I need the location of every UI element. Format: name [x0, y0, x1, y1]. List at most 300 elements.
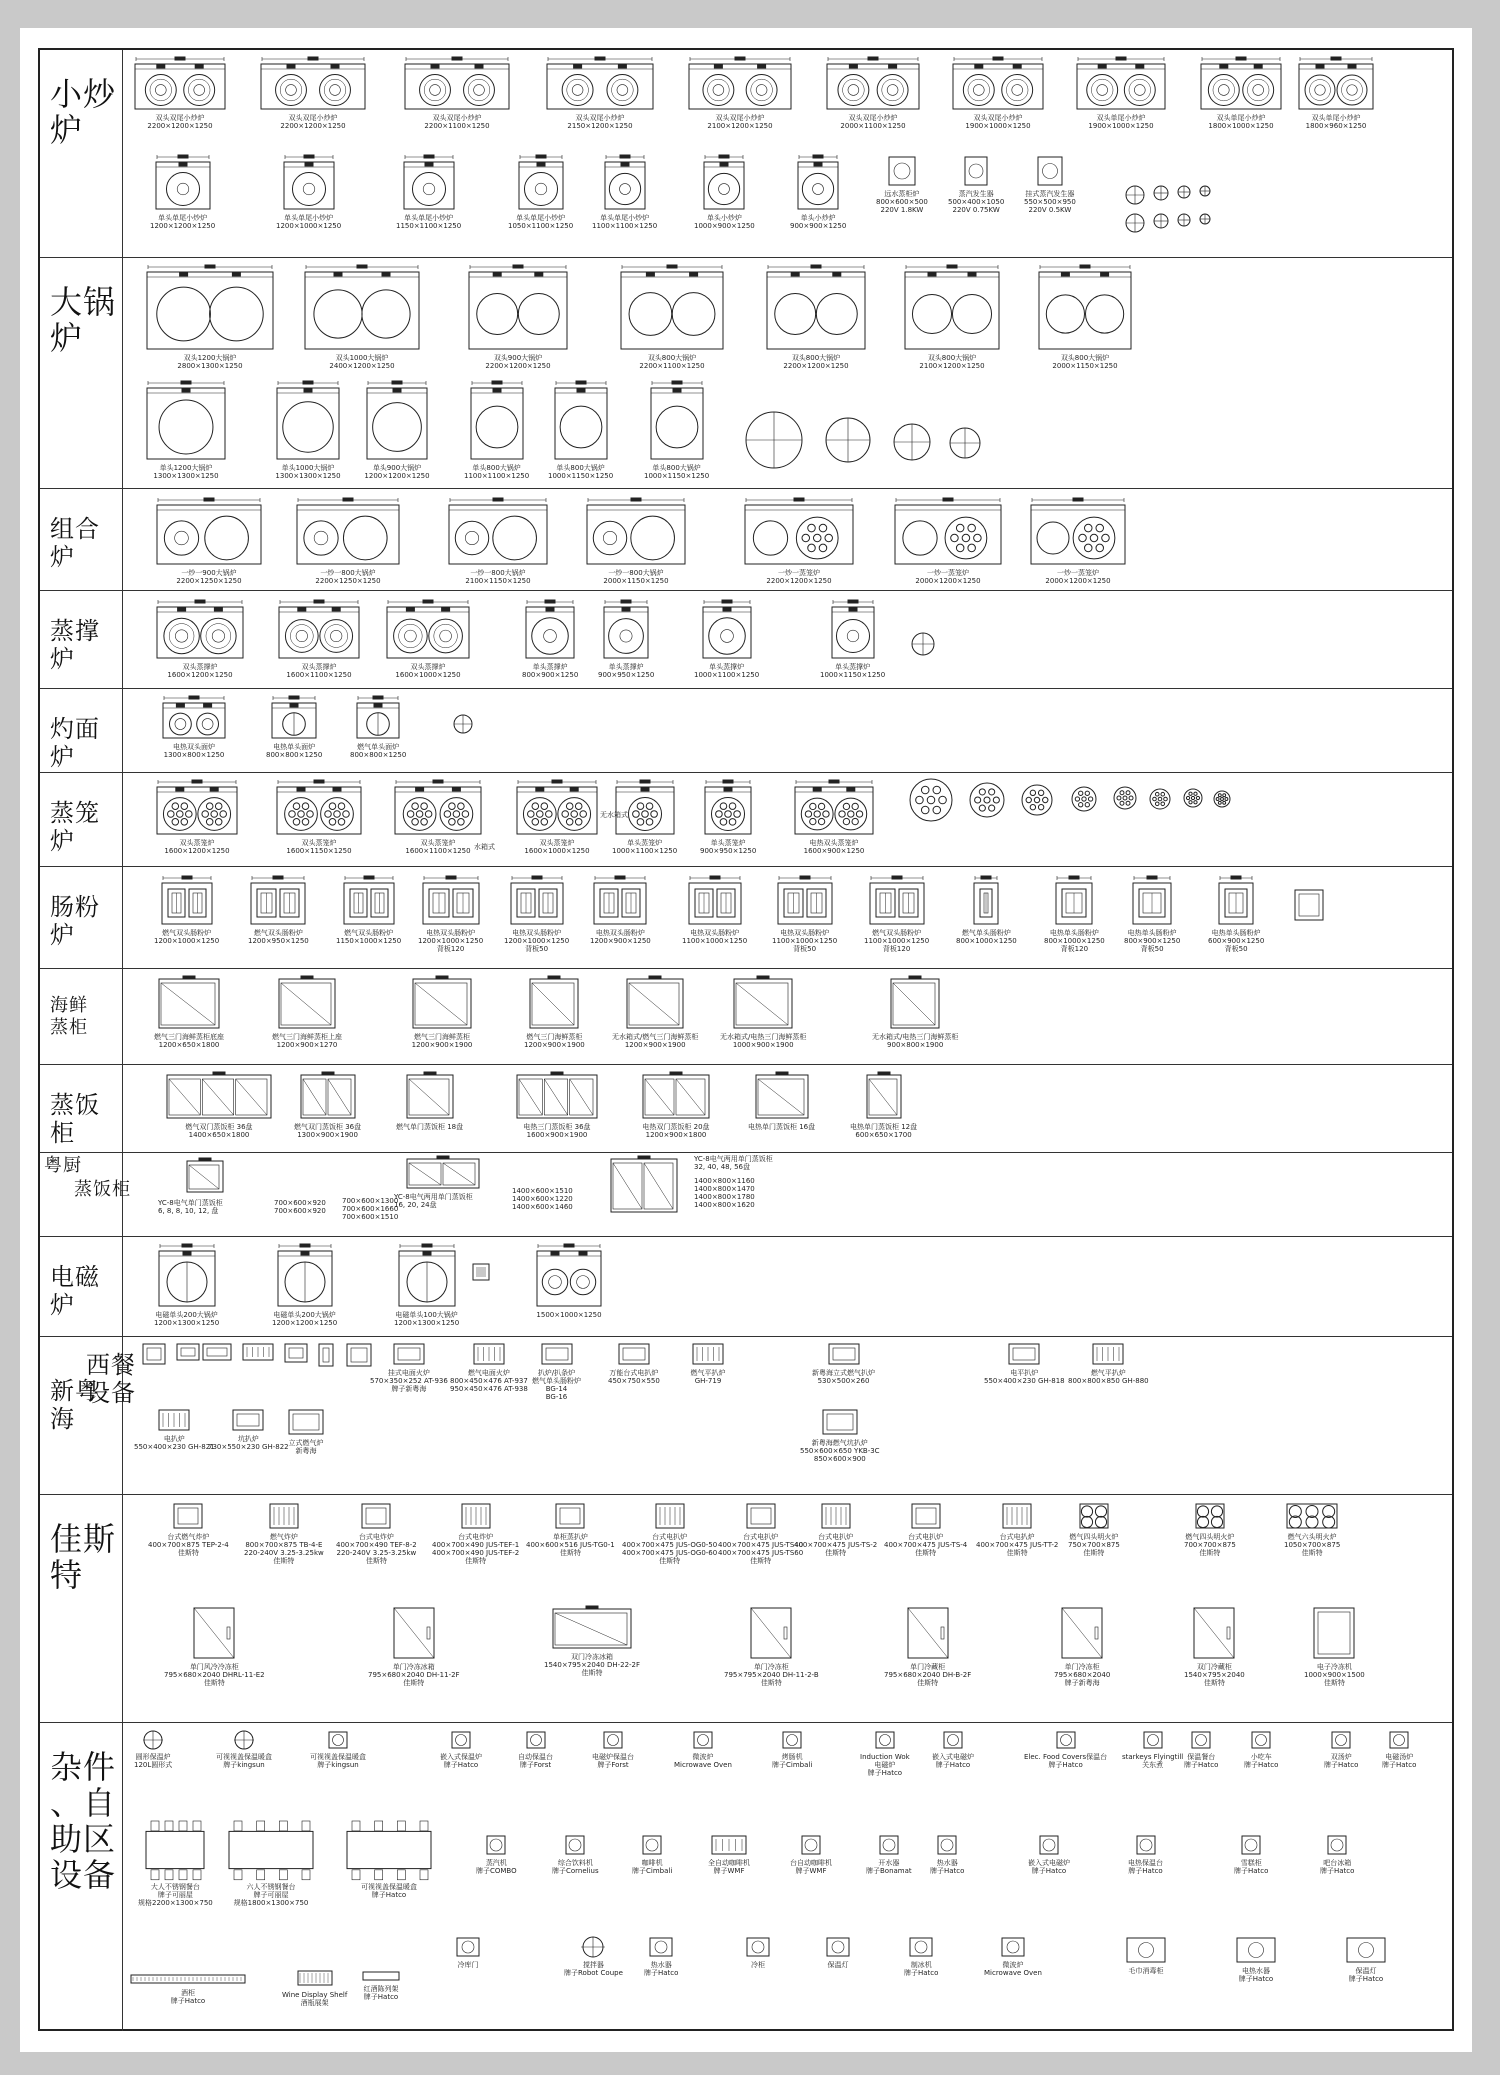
western-equipment-symbol — [391, 1341, 427, 1367]
jiaste-equipment-caption: 燃气四头明火炉 750×700×875 佳斯特 — [1068, 1533, 1120, 1557]
combo-stove — [1028, 497, 1128, 585]
jiaste-refrigeration-symbol — [905, 1605, 951, 1661]
combo-stove-caption: 一炒一蒸笼炉 2000×1200×1250 — [915, 569, 981, 585]
section-items — [124, 1237, 1452, 1336]
big-wok-stove-single — [548, 380, 613, 480]
misc-equipment-caption: 电磁炉保温台 牌子Forst — [592, 1753, 634, 1769]
jiaste-refrigeration-symbol — [1059, 1605, 1105, 1661]
section-label: 蒸撑 炉 — [50, 617, 100, 673]
misc-equipment — [1184, 1729, 1218, 1769]
steamer-stove-caption: 双头蒸笼炉 1600×1200×1250 — [164, 839, 230, 855]
buffet-table — [226, 1819, 316, 1907]
big-wok-stove-double-caption: 双头900大锅炉 2200×1200×1250 — [485, 354, 551, 370]
steam-stove-symbol — [523, 599, 577, 661]
wine-display-shelf-caption: 酒柜 牌子Hatco — [170, 1989, 206, 2005]
stir-fry-stove-double-symbol — [1296, 56, 1376, 112]
stir-fry-stove-single — [694, 154, 755, 230]
rice-steam-cabinet-caption: 燃气单门蒸饭柜 18盘 — [396, 1123, 464, 1131]
steam-stove-caption: 单头蒸撑炉 800×900×1250 — [522, 663, 579, 679]
jiaste-equipment — [884, 1501, 967, 1557]
stir-fry-stove-single-symbol — [516, 154, 566, 212]
burner-ring-icon — [1152, 212, 1170, 230]
steam-stove — [820, 599, 885, 679]
misc-appliance-caption: 热水器 牌子Hatco — [644, 1961, 679, 1977]
section-items — [124, 969, 1452, 1064]
rice-steam-cabinet — [396, 1071, 463, 1131]
big-wok-stove-single-symbol — [144, 380, 228, 462]
seafood-steam-cabinet-caption: 无水箱式/电热三门海鲜蒸柜 900×800×1900 — [872, 1033, 959, 1049]
combo-stove-caption: 一炒一900大锅炉 2200×1250×1250 — [176, 569, 242, 585]
steam-stove-caption: 双头蒸撑炉 1600×1100×1250 — [286, 663, 352, 679]
combo-stove — [584, 497, 688, 585]
jiaste-equipment-caption: 台式电扒炉 400×700×475 JUS-TS-2 佳斯特 — [794, 1533, 878, 1557]
jiaste-refrigeration-symbol — [191, 1605, 237, 1661]
steamer-basket-icon-symbol — [1020, 783, 1054, 817]
steamer-basket-icon-symbol — [1182, 787, 1204, 809]
misc-appliance-symbol — [999, 1935, 1027, 1959]
section-label-cell — [40, 489, 123, 590]
stir-fry-stove-double-symbol — [258, 56, 368, 112]
noodle-stove — [266, 695, 322, 759]
rice-roll-stove — [864, 875, 929, 953]
noodle-stove — [160, 695, 228, 759]
misc-equipment-caption: 电磁汤炉 牌子Hatco — [1382, 1753, 1417, 1769]
western-equipment — [450, 1341, 528, 1393]
jiaste-refrigeration-caption: 单门冷冻柜 795×680×2040 牌子新粤海 — [1054, 1663, 1111, 1687]
rice-roll-small-icon-symbol — [1292, 887, 1326, 923]
stir-fry-stove-double-symbol — [1074, 56, 1168, 112]
western-equipment — [286, 1407, 326, 1455]
steam-ring-icon-symbol — [910, 631, 936, 657]
western-equipment — [812, 1341, 875, 1385]
section-label: 蒸饭 柜 — [50, 1091, 100, 1147]
western-equipment — [134, 1407, 215, 1451]
jiaste-equipment-symbol — [1000, 1501, 1034, 1531]
stir-fry-stove-single-symbol — [886, 154, 918, 188]
section-label: 海鲜 蒸柜 — [50, 995, 88, 1038]
wine-display-shelf — [128, 1971, 248, 2005]
rice-roll-stove-caption: 电热双头肠粉炉 1200×1000×1250 背板50 — [504, 929, 570, 953]
wine-rack — [282, 1967, 347, 2007]
big-wok-stove-single-caption: 单头800大锅炉 1000×1150×1250 — [644, 464, 710, 480]
western-equipment-icon — [140, 1341, 168, 1367]
buffet-table-caption: 六人不锈钢餐台 牌子可丽屋 规格1800×1300×750 — [233, 1883, 309, 1907]
section-items — [124, 1723, 1452, 2031]
jiaste-equipment — [1284, 1501, 1340, 1557]
seafood-steam-cabinet-symbol — [276, 975, 338, 1031]
rice-roll-stove-caption: 电热双头肠粉炉 1100×1000×1250 背板50 — [772, 929, 838, 953]
self-service-equipment-caption: 蒸汽机 牌子COMBO — [476, 1859, 517, 1875]
self-service-equipment-caption: 雪糕柜 牌子Hatco — [1234, 1859, 1269, 1875]
steam-stove — [276, 599, 362, 679]
cantonese-steam-cabinet-large-symbol — [608, 1155, 680, 1215]
rice-roll-stove-symbol — [159, 875, 215, 927]
western-equipment-caption: 新粤海立式燃气扒炉 530×500×260 — [812, 1369, 875, 1385]
section-label-cell — [40, 1237, 123, 1336]
wine-rack-symbol — [295, 1967, 335, 1989]
steamer-stove — [154, 779, 240, 855]
stir-fry-stove-single-symbol — [962, 154, 990, 188]
rice-roll-stove — [1124, 875, 1180, 953]
big-wok-stove-double-symbol — [144, 264, 276, 352]
section-label: 灼面 炉 — [50, 715, 100, 771]
western-equipment-icon-symbol — [240, 1341, 276, 1363]
big-wok-stove-single — [464, 380, 529, 480]
induction-stove-caption: 1500×1000×1250 — [536, 1311, 602, 1319]
rice-roll-stove-caption: 燃气双头肠粉炉 1150×1000×1250 — [336, 929, 402, 945]
misc-equipment — [1244, 1729, 1278, 1769]
western-equipment-caption: 电平扒炉 550×400×230 GH-818 — [984, 1369, 1065, 1385]
steamer-stove-symbol — [702, 779, 754, 837]
rice-steam-cabinet-caption: 电热双门蒸饭柜 20盘 1200×900×1800 — [642, 1123, 710, 1139]
jiaste-equipment-caption: 台式电扒炉 400×700×475 JUS-TT-2 佳斯特 — [976, 1533, 1059, 1557]
stir-fry-stove-double-caption: 双头单尾小炒炉 1900×1000×1250 — [1088, 114, 1154, 130]
rice-steam-cabinet-caption: 电热三门蒸饭柜 36盘 1600×900×1900 — [523, 1123, 591, 1139]
cabinet-spec: 700×600×920 700×600×920 — [274, 1199, 326, 1215]
jiaste-refrigeration — [884, 1605, 971, 1687]
misc-appliance — [824, 1935, 852, 1969]
western-equipment-caption: 坑扒炉 730×550×230 GH-822 — [208, 1435, 289, 1451]
buffet-table-symbol — [344, 1819, 434, 1881]
steam-stove — [598, 599, 654, 679]
steamer-basket-icon — [908, 777, 954, 823]
rice-roll-stove-caption: 电热双头肠粉炉 1100×1000×1250 — [682, 929, 748, 945]
noodle-stove-caption: 电热单头面炉 800×800×1250 — [266, 743, 323, 759]
induction-stove-caption: 电磁单头100大锅炉 1200×1300×1250 — [394, 1311, 460, 1327]
self-service-equipment-symbol — [799, 1833, 823, 1857]
misc-equipment-caption: 烤肠机 牌子Cimbali — [772, 1753, 813, 1769]
misc-appliance-symbol — [744, 1935, 772, 1959]
jiaste-refrigeration — [544, 1605, 640, 1677]
stir-fry-stove-double — [1198, 56, 1284, 130]
seafood-steam-cabinet-symbol — [410, 975, 474, 1031]
burner-ring-icon — [1124, 184, 1146, 206]
rice-roll-stove-caption: 电热单头肠粉炉 600×900×1250 背板50 — [1208, 929, 1265, 953]
steamer-basket-icon-symbol — [1112, 785, 1138, 811]
cantonese-steam-cabinet-large — [608, 1155, 680, 1215]
steam-stove-symbol — [154, 599, 246, 661]
misc-equipment-caption: 可视视盖保温暖盒 牌子kingsun — [216, 1753, 272, 1769]
western-equipment-icon-symbol — [174, 1341, 202, 1363]
cabinet-spec: YC-8电气两用单门蒸饭柜 32, 40, 48, 56盘 — [694, 1155, 773, 1171]
combo-stove — [154, 497, 264, 585]
misc-equipment-symbol — [449, 1729, 473, 1751]
western-equipment — [1068, 1341, 1149, 1385]
seafood-steam-cabinet — [720, 975, 806, 1049]
section-label: 佳斯 特 — [50, 1520, 117, 1594]
jiaste-equipment-caption: 台式电炸炉 400×700×490 JUS-TEF-1 400×700×490 JUS-TEF-2 佳斯特 — [432, 1533, 520, 1565]
seafood-steam-cabinet — [612, 975, 698, 1049]
steam-stove-caption: 单头蒸撑炉 1000×1150×1250 — [820, 663, 886, 679]
jiaste-equipment — [1184, 1501, 1236, 1557]
big-wok-stove-single — [644, 380, 709, 480]
rice-roll-stove-symbol — [1053, 875, 1095, 927]
jiaste-equipment-symbol — [1193, 1501, 1227, 1531]
wok-circle-icon-symbol — [824, 416, 872, 464]
stir-fry-stove-double-caption: 双头单尾小炒炉 1800×960×1250 — [1305, 114, 1367, 130]
section-s11 — [40, 1236, 1452, 1336]
rice-steam-cabinet — [514, 1071, 600, 1139]
stir-fry-stove-single-caption: 单头单尾小炒炉 1150×1100×1250 — [396, 214, 462, 230]
seafood-steam-cabinet — [872, 975, 958, 1049]
jiaste-equipment — [336, 1501, 417, 1565]
combo-stove-symbol — [892, 497, 1004, 567]
misc-equipment-caption: 小吃车 牌子Hatco — [1244, 1753, 1279, 1769]
rice-roll-stove-symbol — [341, 875, 397, 927]
jiaste-equipment — [794, 1501, 877, 1557]
section-sublabel: 蒸饭柜 — [74, 1179, 131, 1200]
self-service-equipment-caption: 综合饮料机 牌子Cornelius — [552, 1859, 599, 1875]
noodle-stove-caption: 电热双头面炉 1300×800×1250 — [163, 743, 225, 759]
stir-fry-stove-single — [150, 154, 215, 230]
self-service-equipment-caption: 台自动咖啡机 牌子WMF — [790, 1859, 832, 1875]
steamer-basket-icon-symbol — [1148, 787, 1172, 811]
combo-stove-symbol — [294, 497, 402, 567]
stir-fry-stove-single — [508, 154, 573, 230]
combo-stove-symbol — [154, 497, 264, 567]
self-service-equipment-symbol — [877, 1833, 901, 1857]
burner-ring-icon-symbol — [1152, 184, 1170, 202]
rice-roll-stove-caption: 电热双头肠粉炉 1200×900×1250 — [590, 929, 651, 945]
stir-fry-stove-double — [402, 56, 512, 130]
section-label: 新粤 海 — [50, 1377, 100, 1433]
jiaste-equipment-symbol — [267, 1501, 301, 1531]
jiaste-refrigeration-caption: 双门冷藏柜 1540×795×2040 佳斯特 — [1184, 1663, 1245, 1687]
rice-roll-stove — [504, 875, 569, 953]
stir-fry-stove-single — [948, 154, 1004, 214]
section-s12 — [40, 1336, 1452, 1494]
steam-stove-symbol — [276, 599, 362, 661]
western-equipment-symbol — [690, 1341, 726, 1367]
noodle-ring-icon-symbol — [452, 713, 474, 735]
buffet-table-caption: 可视视盖保温暖盒 牌子Hatco — [361, 1883, 417, 1899]
stir-fry-stove-double — [824, 56, 922, 130]
misc-equipment-caption: 自动保温台 牌子Forst — [518, 1753, 553, 1769]
jiaste-equipment — [432, 1501, 519, 1565]
misc-appliance-symbol — [1124, 1935, 1168, 1965]
section-items — [124, 50, 1452, 257]
jiaste-equipment-caption: 台式电扒炉 400×700×475 JUS-TS-4 佳斯特 — [884, 1533, 968, 1557]
misc-equipment — [1324, 1729, 1358, 1769]
seafood-steam-cabinet-caption: 燃气三门海鲜蒸柜底座 1200×650×1800 — [154, 1033, 224, 1049]
jiaste-refrigeration — [1304, 1605, 1365, 1687]
misc-appliance-symbol — [1344, 1935, 1388, 1965]
jiaste-refrigeration-symbol — [1191, 1605, 1237, 1661]
burner-ring-icon-symbol — [1198, 184, 1212, 198]
big-wok-stove-single-symbol — [274, 380, 342, 462]
steamer-basket-icon-symbol — [968, 781, 1006, 819]
section-s9 — [40, 1064, 1452, 1152]
stir-fry-stove-single — [1024, 154, 1076, 214]
rice-steam-cabinet-caption: 燃气双门蒸饭柜 36盘 1400×650×1800 — [185, 1123, 253, 1139]
misc-equipment-symbol — [873, 1729, 897, 1751]
rice-steam-cabinet-symbol — [640, 1071, 712, 1121]
big-wok-stove-single-caption: 单头1200大锅炉 1300×1300×1250 — [153, 464, 219, 480]
western-equipment-icon-symbol — [316, 1341, 336, 1369]
misc-equipment-caption: 双汤炉 牌子Hatco — [1324, 1753, 1359, 1769]
misc-equipment — [772, 1729, 812, 1769]
seafood-steam-cabinet-symbol — [888, 975, 942, 1031]
rice-roll-stove-symbol — [591, 875, 649, 927]
section-s13 — [40, 1494, 1452, 1722]
steamer-stove-caption: 电热双头蒸笼炉 1600×900×1250 — [803, 839, 865, 855]
wok-circle-icon — [824, 416, 872, 464]
noodle-stove-symbol — [160, 695, 228, 741]
jiaste-equipment — [622, 1501, 717, 1565]
induction-stove-caption: 电磁单头200大锅炉 1200×1300×1250 — [154, 1311, 220, 1327]
section-sublabel: 西餐 设备 — [86, 1351, 136, 1407]
misc-appliance — [904, 1935, 938, 1977]
burner-ring-icon-symbol — [1124, 184, 1146, 206]
steam-stove — [384, 599, 472, 679]
steamer-basket-icon — [1148, 787, 1172, 811]
big-wok-stove-double-caption: 双头800大锅炉 2200×1100×1250 — [639, 354, 705, 370]
western-equipment — [370, 1341, 448, 1393]
burner-ring-icon-symbol — [1176, 184, 1192, 200]
self-service-equipment-symbol — [1134, 1833, 1158, 1857]
western-equipment-symbol — [156, 1407, 192, 1433]
misc-equipment-symbol — [601, 1729, 625, 1751]
jiaste-equipment-symbol — [359, 1501, 393, 1531]
seafood-steam-cabinet — [272, 975, 342, 1049]
stir-fry-stove-double-caption: 双头双尾小炒炉 2100×1200×1250 — [707, 114, 773, 130]
jiaste-refrigeration-caption: 单门冷藏柜 795×680×2040 DH-B-2F 佳斯特 — [884, 1663, 972, 1687]
section-label-cell — [40, 591, 123, 688]
rice-steam-cabinet — [294, 1071, 361, 1139]
induction-legend-icon-symbol — [470, 1261, 492, 1283]
steamer-stove — [514, 779, 600, 855]
stir-fry-stove-double-caption: 双头双尾小炒炉 2200×1200×1250 — [147, 114, 213, 130]
big-wok-stove-double-caption: 双头1000大锅炉 2400×1200×1250 — [329, 354, 395, 370]
steamer-stove-symbol — [392, 779, 484, 837]
wok-circle-icon — [948, 426, 982, 460]
jiaste-equipment-caption: 台式燃气炸炉 400×700×875 TEP-2-4 佳斯特 — [148, 1533, 229, 1557]
western-equipment-caption: 扒炉/扒条炉 燃气单头肠粉炉 BG-14 BG-16 — [532, 1369, 581, 1401]
section-label-cell — [40, 867, 123, 968]
jiaste-equipment-symbol — [171, 1501, 205, 1531]
stir-fry-stove-double-symbol — [544, 56, 656, 112]
misc-appliance-caption: 微波炉 Microwave Oven — [984, 1961, 1042, 1977]
combo-stove — [742, 497, 856, 585]
self-service-equipment — [1128, 1833, 1163, 1875]
rice-roll-stove-symbol — [775, 875, 835, 927]
rice-roll-stove-caption: 电热单头肠粉炉 800×900×1250 背板50 — [1124, 929, 1181, 953]
cantonese-steam-cabinet — [184, 1157, 226, 1195]
big-wok-stove-double-symbol — [1036, 264, 1134, 352]
rice-roll-stove-symbol — [1130, 875, 1174, 927]
rice-roll-stove-symbol — [1216, 875, 1256, 927]
western-equipment-caption: 燃气电面火炉 800×450×476 AT-937 950×450×476 AT-938 — [450, 1369, 528, 1393]
stir-fry-stove-single-symbol — [401, 154, 457, 212]
burner-ring-icon — [1198, 184, 1212, 198]
misc-appliance — [1124, 1935, 1168, 1975]
steamer-type-note: 水箱式 — [474, 843, 495, 851]
combo-stove-caption: 一炒一800大锅炉 2100×1150×1250 — [465, 569, 531, 585]
jiaste-equipment-caption: 燃气炸炉 800×700×875 TB-4-E 220-240V 3.25-3.25kw 佳斯特 — [244, 1533, 324, 1565]
wok-circle-icon — [892, 422, 932, 462]
stir-fry-stove-double-caption: 双头双尾小炒炉 2200×1100×1250 — [424, 114, 490, 130]
western-equipment-caption: 燃气平扒炉 800×800×850 GH-880 — [1068, 1369, 1149, 1385]
western-equipment — [984, 1341, 1065, 1385]
big-wok-stove-single-caption: 单头1000大锅炉 1300×1300×1250 — [275, 464, 341, 480]
misc-equipment-symbol — [141, 1729, 165, 1751]
section-items — [124, 489, 1452, 590]
steam-stove-symbol — [700, 599, 754, 661]
misc-equipment-caption: Elec. Food Covers保温台 牌子Hatco — [1024, 1753, 1108, 1769]
self-service-equipment — [476, 1833, 517, 1875]
wok-circle-icon — [744, 410, 804, 470]
burner-ring-icon-symbol — [1198, 212, 1212, 226]
jiaste-refrigeration-symbol — [550, 1605, 634, 1651]
induction-stove-symbol — [156, 1243, 218, 1309]
self-service-equipment-symbol — [1037, 1833, 1061, 1857]
steam-stove-symbol — [601, 599, 651, 661]
jiaste-refrigeration — [164, 1605, 265, 1687]
rice-steam-cabinet — [640, 1071, 712, 1139]
buffet-table-symbol — [226, 1819, 316, 1881]
misc-appliance-caption: 制冰机 牌子Hatco — [904, 1961, 939, 1977]
rice-steam-cabinet-symbol — [753, 1071, 811, 1121]
equipment-table — [38, 48, 1454, 2031]
rice-roll-stove-symbol — [867, 875, 927, 927]
misc-equipment-caption: 可视视盖保温暖盒 牌子kingsun — [310, 1753, 366, 1769]
big-wok-stove-double — [144, 264, 276, 370]
steamer-stove-caption: 双头蒸笼炉 1600×1100×1250 — [405, 839, 471, 855]
burner-ring-icon — [1152, 184, 1170, 202]
big-wok-stove-double-symbol — [618, 264, 726, 352]
combo-stove — [892, 497, 1004, 585]
burner-ring-icon — [1176, 184, 1192, 200]
misc-appliance — [1234, 1935, 1278, 1983]
steamer-stove — [274, 779, 364, 855]
stir-fry-stove-double-symbol — [402, 56, 512, 112]
rice-roll-stove-symbol — [248, 875, 308, 927]
self-service-equipment-caption: 吧台冰箱 牌子Hatco — [1320, 1859, 1355, 1875]
stir-fry-stove-single — [276, 154, 341, 230]
noodle-stove-caption: 燃气单头面炉 800×800×1250 — [350, 743, 407, 759]
steam-ring-icon — [910, 631, 936, 657]
western-equipment-caption: 万能台式电扒炉 450×750×550 — [608, 1369, 660, 1385]
rice-roll-stove — [154, 875, 219, 945]
misc-appliance — [644, 1935, 678, 1977]
steamer-stove-symbol — [274, 779, 364, 837]
misc-equipment-caption: 保温餐台 牌子Hatco — [1184, 1753, 1219, 1769]
section-label-cell — [40, 258, 123, 488]
western-equipment-icon-symbol — [140, 1341, 168, 1367]
steam-stove-caption: 单头蒸撑炉 900×950×1250 — [598, 663, 655, 679]
induction-stove-symbol — [534, 1243, 604, 1309]
misc-appliance-caption: 冷库门 — [457, 1961, 479, 1969]
seafood-steam-cabinet-symbol — [527, 975, 581, 1031]
section-items — [124, 258, 1452, 488]
jiaste-equipment-symbol — [909, 1501, 943, 1531]
steamer-stove-symbol — [613, 779, 677, 837]
western-equipment-symbol — [820, 1407, 860, 1437]
western-equipment-caption: 新粤海燃气坑扒炉 550×600×650 YKB-3C 850×600×900 — [800, 1439, 880, 1463]
big-wok-stove-single — [144, 380, 228, 480]
jiaste-equipment — [148, 1501, 229, 1557]
misc-equipment-symbol — [524, 1729, 548, 1751]
steamer-basket-icon — [1112, 785, 1138, 811]
rice-roll-stove — [248, 875, 309, 945]
misc-equipment-caption: starkeys Flyingtill 关东煮 — [1122, 1753, 1184, 1769]
misc-equipment — [216, 1729, 272, 1769]
rice-steam-cabinet-caption: 燃气双门蒸饭柜 36盘 1300×900×1900 — [294, 1123, 362, 1139]
misc-equipment-symbol — [1387, 1729, 1411, 1751]
misc-equipment-symbol — [232, 1729, 256, 1751]
seafood-steam-cabinet-caption: 燃气三门海鲜蒸柜 1200×900×1900 — [411, 1033, 473, 1049]
section-label-cell — [40, 773, 123, 866]
